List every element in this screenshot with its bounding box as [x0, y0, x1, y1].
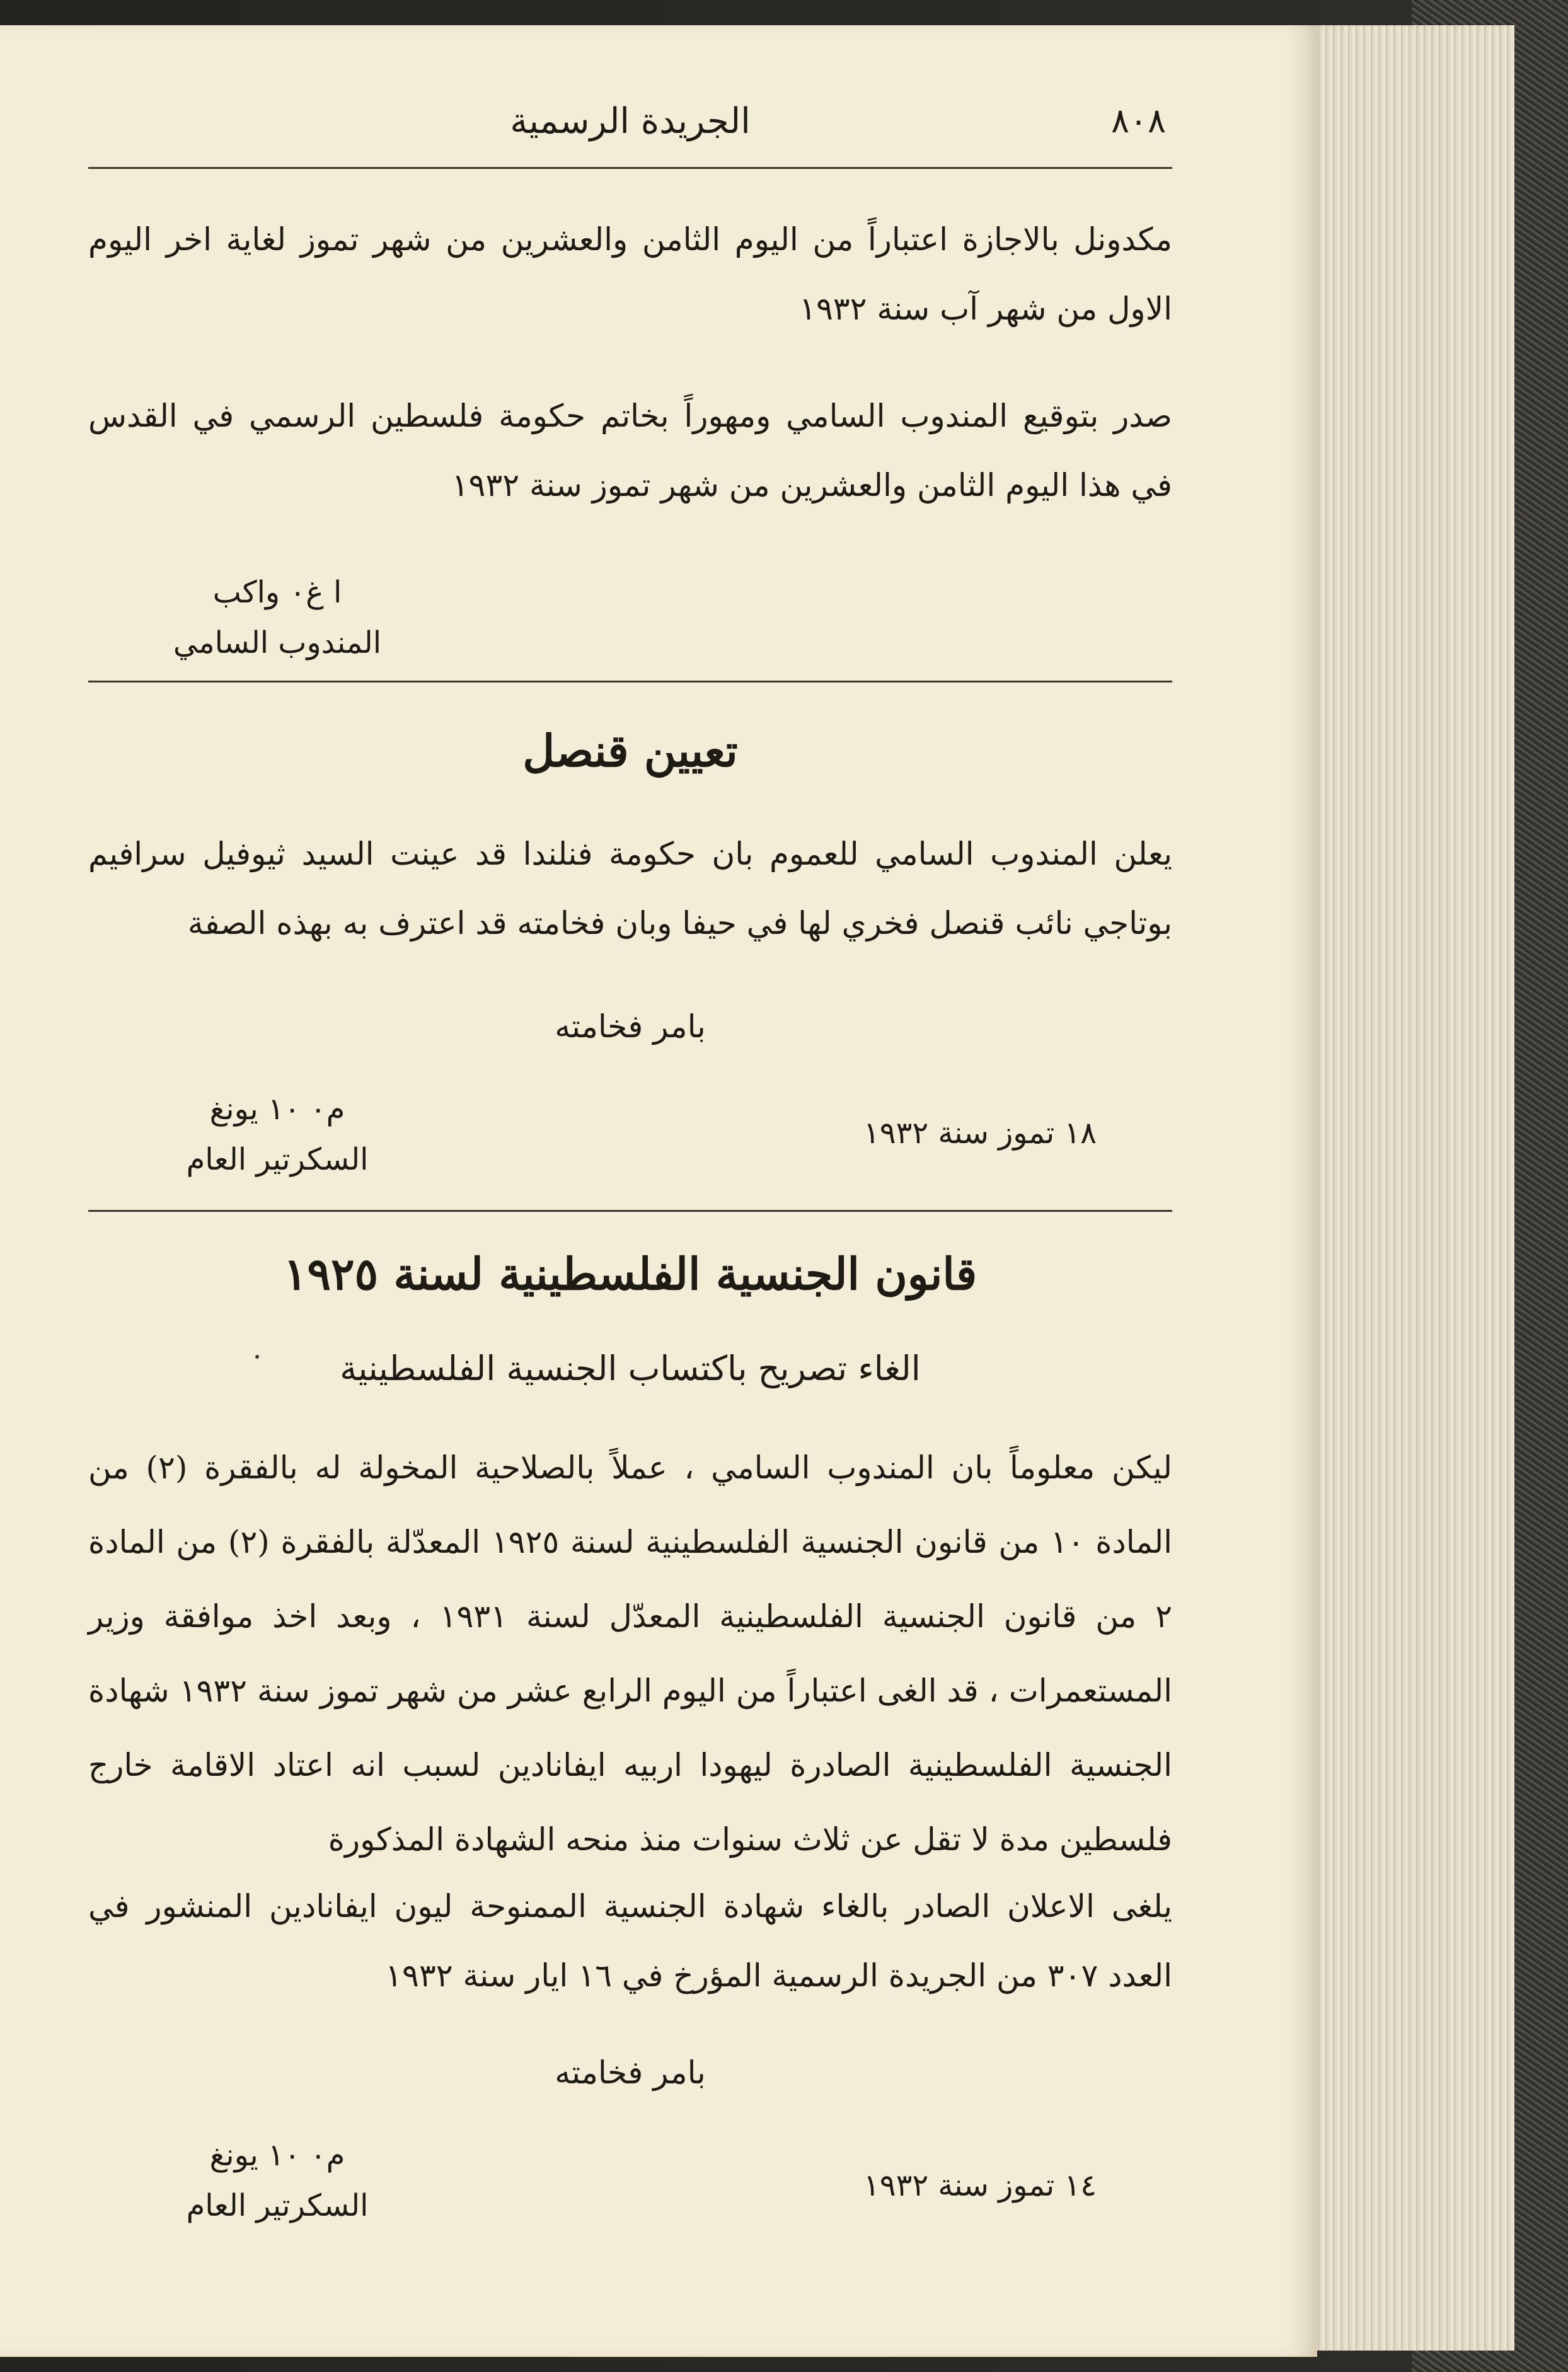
notice-date: ١٨ تموز سنة ١٩٣٢	[863, 1115, 1097, 1151]
by-order-block	[88, 1008, 1172, 1045]
header-rule	[88, 167, 1172, 169]
section-nationality-law	[88, 1248, 1172, 1300]
by-order-text: بامر فخامته	[555, 2054, 706, 2091]
signature-name: م٠ ١٠ يونغ	[209, 2138, 345, 2173]
section-heading: تعيين قنصل	[522, 725, 738, 777]
high-commissioner-signature	[164, 567, 391, 668]
revocation-paragraph: ليكن معلوماً بان المندوب السامي ، عملاً بالصلاحية المخولة له بالفقرة (٢) من المادة ١٠ من قانون الجنسية الفلسطينية لسنة ١٩٢٥ المعدّلة بالفقرة (٢) من المادة ٢ من قانون الجنسية الفلسطينية المعدّل لسنة ١٩٣١ ، وبعد اخذ موافقة وزير المستعمرات ، قد الغى اعتباراً من اليوم الرابع عشر من شهر تموز سنة ١٩٣٢ شهادة الجنسية الفلسطينية الصادرة ليهودا اربيه ايفانادين لسبب انه اعتاد الاقامة خارج فلسطين مدة لا تقل عن ثلاث سنوات منذ منحه الشهادة المذكورة	[88, 1449, 1173, 1858]
running-head	[88, 101, 1172, 164]
section-consul-appointment	[88, 725, 1172, 777]
page-stack-edges	[1305, 25, 1514, 2351]
leave-paragraph: مكدونل بالاجازة اعتباراً من اليوم الثامن والعشرين من شهر تموز لغاية اخر اليوم الاول من شهر آب سنة ١٩٣٢	[88, 221, 1172, 327]
section-subheading: الغاء تصريح باكتساب الجنسية الفلسطينية	[340, 1349, 921, 1388]
by-order-block	[88, 2054, 1172, 2091]
journal-title: الجريدة الرسمية	[510, 101, 751, 142]
signature-name: م٠ ١٠ يونغ	[209, 1091, 345, 1127]
by-order-text: بامر فخامته	[555, 1008, 706, 1045]
signature-title: المندوب السامي	[173, 625, 382, 660]
notice-date: ١٤ تموز سنة ١٩٣٢	[863, 2168, 1097, 2203]
signature-title: السكرتير العام	[186, 1142, 369, 1177]
consul-paragraph-block	[88, 819, 1172, 958]
page-number: ٨٠٨	[1110, 101, 1166, 141]
cancellation-paragraph: يلغى الاعلان الصادر بالغاء شهادة الجنسية الممنوحة ليون ايفانادين المنشور في العدد ٣٠٧ من الجريدة الرسمية المؤرخ في ١٦ ايار سنة ١٩٣٢	[88, 1888, 1172, 1994]
ink-speck	[255, 1355, 259, 1359]
secretary-signature	[164, 1084, 391, 1185]
gazette-page	[0, 25, 1317, 2357]
section-divider	[88, 681, 1172, 682]
subheading-block	[88, 1349, 1172, 1388]
revocation-paragraph-block	[88, 1431, 1172, 1877]
cancellation-paragraph-block	[88, 1872, 1172, 2010]
section-heading: قانون الجنسية الفلسطينية لسنة ١٩٢٥	[283, 1248, 977, 1300]
section-leave-notice	[88, 205, 1172, 343]
signature-title: السكرتير العام	[186, 2188, 369, 2223]
section-divider	[88, 1210, 1172, 1212]
section-issued	[88, 381, 1172, 520]
secretary-signature	[164, 2130, 391, 2231]
signature-name: ا غ٠ واكب	[212, 575, 342, 610]
issued-paragraph: صدر بتوقيع المندوب السامي ومهوراً بخاتم حكومة فلسطين الرسمي في القدس في هذا اليوم الثامن والعشرين من شهر تموز سنة ١٩٣٢	[88, 398, 1172, 504]
consul-paragraph: يعلن المندوب السامي للعموم بان حكومة فنلندا قد عينت السيد ثيوفيل سرافيم بوتاجي نائب قنصل فخري لها في حيفا وبان فخامته قد اعترف به بهذه الصفة	[88, 836, 1172, 941]
document-body	[88, 25, 1172, 2357]
